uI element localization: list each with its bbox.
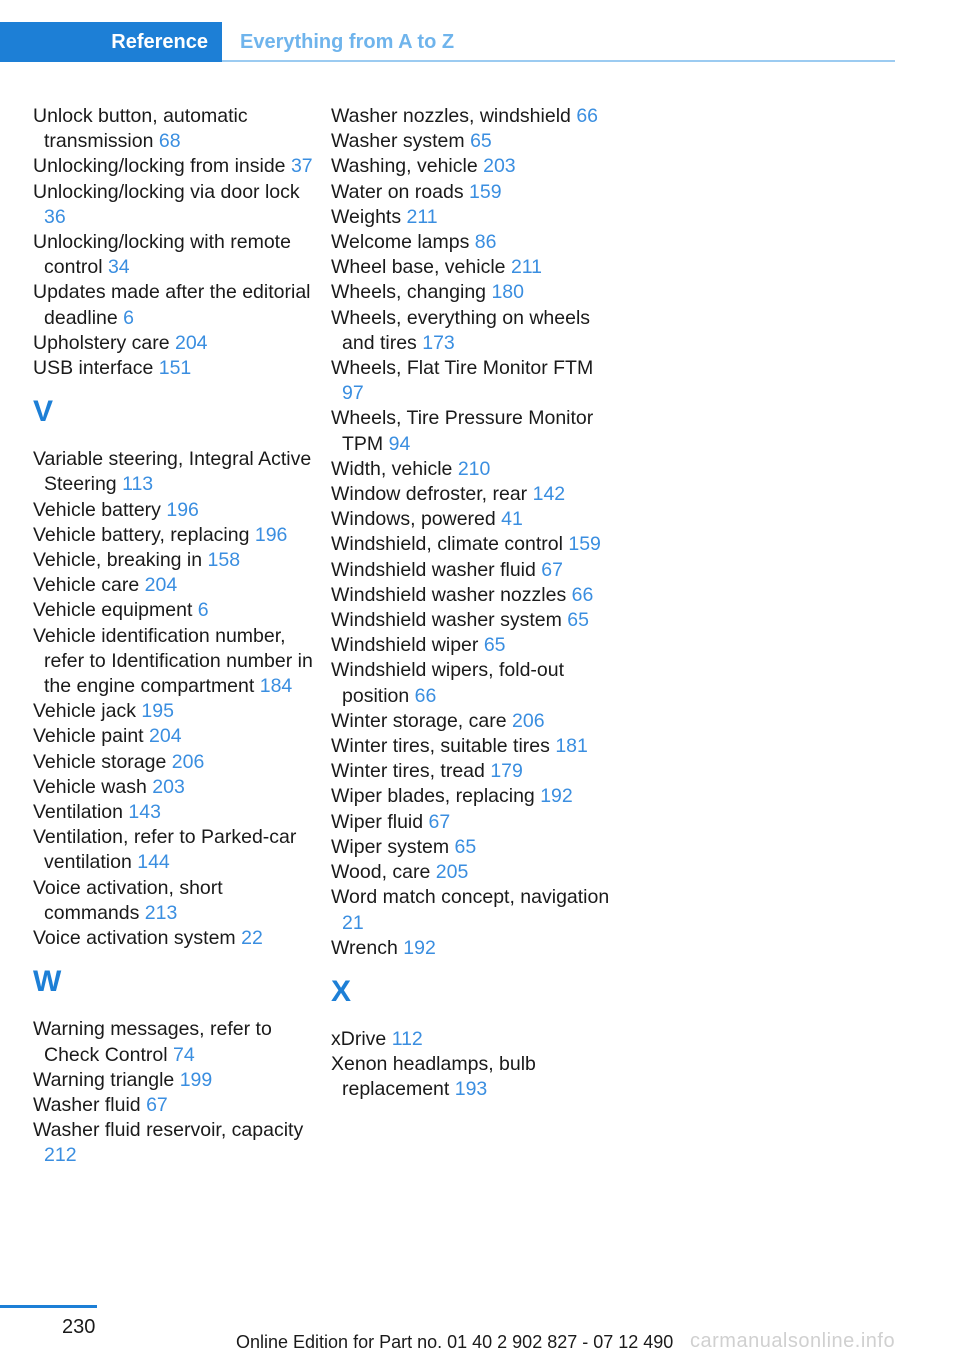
index-entry-text: xDrive (331, 1027, 387, 1050)
index-entry (331, 558, 611, 583)
page-reference-link[interactable]: 203 (483, 155, 516, 178)
page-reference-link[interactable]: 179 (490, 760, 523, 783)
index-column-left (33, 104, 313, 1169)
index-entry (33, 280, 313, 330)
page-reference-link[interactable]: 6 (123, 306, 135, 329)
index-entry (33, 1068, 313, 1093)
index-entry (331, 306, 611, 356)
index-entry (331, 759, 611, 784)
page-reference-link[interactable]: 204 (149, 725, 182, 748)
page-reference-link[interactable]: 199 (179, 1068, 213, 1091)
index-entry-text: Voice activation, short commands (33, 876, 223, 924)
index-entry-text: Wheels, everything on wheels and tires (331, 306, 591, 354)
index-entry (331, 205, 611, 230)
index-entry (33, 154, 313, 179)
index-entry (331, 129, 611, 154)
index-entry-text: Unlocking/locking via door lock (33, 180, 300, 203)
page-reference-link[interactable]: 193 (454, 1078, 488, 1101)
page-header (0, 22, 895, 62)
section-letter: V (33, 395, 54, 429)
index-entry-text: Windshield, climate control (331, 533, 563, 556)
header-rule (222, 60, 895, 62)
index-entry-text: Wheels, Flat Tire Monitor FTM (331, 357, 594, 380)
index-entry-text: Wiper fluid (331, 810, 424, 833)
index-entry-text: Vehicle care (33, 574, 140, 597)
index-entry-text: Washing, vehicle (331, 155, 478, 178)
page-reference-link[interactable]: 144 (137, 851, 170, 874)
index-entry (33, 356, 313, 381)
page-reference-link[interactable]: 158 (207, 549, 241, 572)
index-entry-text: Washer fluid (33, 1093, 141, 1116)
section-letter: W (33, 965, 62, 999)
page-reference-link[interactable]: 180 (491, 281, 524, 304)
index-entry (33, 573, 313, 598)
index-entry-text: Vehicle equipment (33, 599, 193, 622)
page-reference-link[interactable]: 205 (435, 861, 469, 884)
index-entry-text: Updates made after the editorial deadline (33, 281, 311, 329)
page-reference-link[interactable]: 159 (568, 533, 601, 556)
index-entry (331, 104, 611, 129)
index-entry (33, 724, 313, 749)
index-entry-text: Water on roads (331, 180, 464, 203)
index-entry-text: Windows, powered (331, 508, 496, 531)
page-reference-link[interactable]: 65 (483, 634, 506, 657)
index-entry-text: Winter storage, care (331, 709, 507, 732)
index-entry (33, 775, 313, 800)
index-entry (331, 482, 611, 507)
index-entry (331, 633, 611, 658)
footer-rule (0, 1305, 97, 1308)
index-entry-text: Windshield wiper (331, 634, 479, 657)
page-reference-link[interactable]: 196 (166, 498, 199, 521)
page-reference-link[interactable]: 66 (414, 684, 437, 707)
index-entry-text: Vehicle storage (33, 750, 167, 773)
index-entry (331, 280, 611, 305)
page-reference-link[interactable]: 68 (158, 130, 181, 153)
index-entry-text: Window defroster, rear (331, 483, 528, 506)
page-reference-link[interactable]: 196 (254, 523, 288, 546)
page-reference-link[interactable]: 66 (571, 583, 594, 606)
page-reference-link[interactable]: 41 (501, 508, 523, 531)
header-title: Everything from A to Z (240, 31, 455, 53)
index-entry (331, 835, 611, 860)
index-entry (331, 180, 611, 205)
index-entry (33, 331, 313, 356)
index-entry (33, 624, 313, 700)
index-entry-text: Variable steering, Integral Active Steering (33, 448, 312, 496)
index-entry (33, 447, 313, 497)
page-reference-link[interactable]: 65 (454, 835, 477, 858)
index-entry-text: Unlocking/locking from inside (33, 155, 286, 178)
section-tab: Reference (0, 22, 222, 62)
index-entry-text: Windshield washer fluid (331, 558, 536, 581)
page-reference-link[interactable]: 213 (144, 901, 178, 924)
index-entry (33, 180, 313, 230)
index-entry (33, 1118, 313, 1168)
index-entry-text: Voice activation system (33, 927, 236, 950)
index-entry (331, 457, 611, 482)
index-entry (331, 608, 611, 633)
index-entry (33, 1017, 313, 1067)
index-entry (331, 936, 611, 961)
page-reference-link[interactable]: 74 (172, 1043, 195, 1066)
index-entry (33, 699, 313, 724)
page-reference-link[interactable]: 37 (290, 155, 313, 178)
page-reference-link[interactable]: 204 (174, 331, 208, 354)
index-column-right (331, 104, 611, 1103)
index-entry-text: Vehicle paint (33, 725, 144, 748)
index-entry (331, 860, 611, 885)
index-entry-text: Vehicle wash (33, 775, 147, 798)
page-reference-link[interactable]: 67 (541, 558, 563, 581)
page-reference-link[interactable]: 211 (510, 256, 543, 279)
index-entry-text: Wiper blades, replacing (331, 785, 535, 808)
index-entry-text: Wheel base, vehicle (331, 256, 506, 279)
index-entry (331, 885, 611, 935)
page-reference-link[interactable]: 113 (122, 473, 154, 496)
index-entry-text: Width, vehicle (331, 457, 453, 480)
page-reference-link[interactable]: 94 (388, 432, 411, 455)
index-entry (33, 230, 313, 280)
index-entry-text: Wood, care (331, 861, 431, 884)
page-reference-link[interactable]: 67 (146, 1093, 168, 1116)
page-reference-link[interactable]: 203 (152, 775, 185, 798)
index-entry-text: Ventilation, refer to Parked-car ventilation (33, 826, 297, 874)
page-reference-link[interactable]: 204 (144, 574, 178, 597)
index-entry-text: Windshield washer system (331, 609, 562, 632)
page-reference-link[interactable]: 97 (342, 382, 364, 405)
index-entry-text: Winter tires, tread (331, 760, 485, 783)
page-reference-link[interactable]: 192 (540, 785, 573, 808)
page-reference-link[interactable]: 65 (470, 130, 492, 153)
index-entry (331, 1027, 611, 1052)
index-entry (331, 810, 611, 835)
index-entry-text: Unlocking/locking with remote control (33, 231, 291, 279)
index-entry-text: Welcome lamps (331, 231, 470, 254)
index-entry (331, 356, 611, 406)
index-entry-text: Upholstery care (33, 331, 170, 354)
page-number: 230 (62, 1316, 96, 1338)
index-entry (331, 784, 611, 809)
page-reference-link[interactable]: 36 (44, 205, 66, 228)
page-reference-link[interactable]: 159 (469, 180, 502, 203)
page-reference-link[interactable]: 184 (259, 675, 293, 698)
index-entry-text: Unlock button, automatic transmission (33, 105, 248, 153)
page-reference-link[interactable]: 173 (422, 331, 455, 354)
page-reference-link[interactable]: 210 (457, 457, 491, 480)
index-entry-text: Warning triangle (33, 1068, 175, 1091)
page-reference-link[interactable]: 206 (512, 709, 545, 732)
page-reference-link[interactable]: 67 (428, 810, 451, 833)
index-entry-text: Vehicle jack (33, 700, 136, 723)
index-entry (33, 523, 313, 548)
index-entry-text: Warning messages, refer to Check Control (33, 1018, 272, 1066)
index-entry (33, 498, 313, 523)
page-reference-link[interactable]: 143 (128, 801, 161, 824)
index-entry-text: Wheels, Tire Pressure Monitor TPM (331, 407, 594, 455)
index-entry-text: Windshield wipers, fold-out position (331, 659, 565, 707)
page-reference-link[interactable]: 112 (391, 1027, 423, 1050)
index-entry (331, 154, 611, 179)
index-entry (331, 734, 611, 759)
index-entry (33, 876, 313, 926)
index-entry-text: Windshield washer nozzles (331, 583, 567, 606)
page-reference-link[interactable]: 211 (406, 205, 438, 228)
index-entry-text: Washer nozzles, windshield (331, 105, 571, 127)
page-reference-link[interactable]: 21 (342, 911, 364, 934)
index-entry-text: Ventilation (33, 801, 123, 824)
edition-note: Online Edition for Part no. 01 40 2 902 827 - 07 12 490 (236, 1332, 674, 1352)
index-entry-text: Wiper system (331, 835, 450, 858)
index-entry-text: Vehicle identification number, refer to Identification number in the engine compartment (33, 624, 313, 698)
index-entry-text: Wheels, changing (331, 281, 487, 304)
page-reference-link[interactable]: 192 (403, 936, 436, 959)
index-entry (331, 658, 611, 708)
index-entry (33, 598, 313, 623)
index-entry-text: Vehicle battery (33, 498, 161, 521)
index-entry (331, 507, 611, 532)
watermark: carmanualsonline.info (690, 1330, 896, 1352)
page-reference-link[interactable]: 181 (555, 735, 588, 758)
section-letter: X (331, 974, 352, 1008)
index-entry (331, 255, 611, 280)
index-entry-text: Winter tires, suitable tires (331, 735, 550, 758)
index-entry-text: Washer system (331, 130, 465, 153)
index-entry (331, 583, 611, 608)
page-reference-link[interactable]: 142 (532, 483, 566, 506)
index-entry-text: USB interface (33, 357, 154, 380)
index-entry-text: Word match concept, navigation (331, 886, 610, 909)
index-entry-text: Vehicle, breaking in (33, 549, 203, 572)
index-entry-text: Xenon headlamps, bulb replacement (331, 1053, 536, 1101)
page-reference-link[interactable]: 22 (241, 927, 263, 950)
page-reference-link[interactable]: 6 (197, 599, 209, 622)
page-reference-link[interactable]: 86 (474, 231, 497, 254)
index-entry-text: Wrench (331, 936, 398, 959)
index-entry (331, 230, 611, 255)
index-entry (33, 1093, 313, 1118)
index-entry-text: Washer fluid reservoir, capacity (33, 1119, 304, 1142)
page-reference-link[interactable]: 195 (141, 700, 174, 723)
index-entry (331, 1052, 611, 1102)
page-reference-link[interactable]: 212 (44, 1144, 77, 1167)
index-entry-text: Weights (331, 205, 402, 228)
page-reference-link[interactable]: 34 (107, 256, 130, 279)
index-entry (331, 406, 611, 456)
index-entry (331, 532, 611, 557)
index-entry (33, 825, 313, 875)
page-reference-link[interactable]: 151 (158, 357, 192, 380)
index-entry (33, 548, 313, 573)
page-reference-link[interactable]: 65 (567, 609, 589, 632)
index-entry-text: Vehicle battery, replacing (33, 523, 250, 546)
page-reference-link[interactable]: 206 (171, 750, 205, 773)
index-entry (331, 709, 611, 734)
index-entry (33, 750, 313, 775)
index-entry (33, 104, 313, 154)
page-reference-link[interactable]: 66 (576, 105, 599, 127)
index-entry (33, 926, 313, 951)
index-entry (33, 800, 313, 825)
